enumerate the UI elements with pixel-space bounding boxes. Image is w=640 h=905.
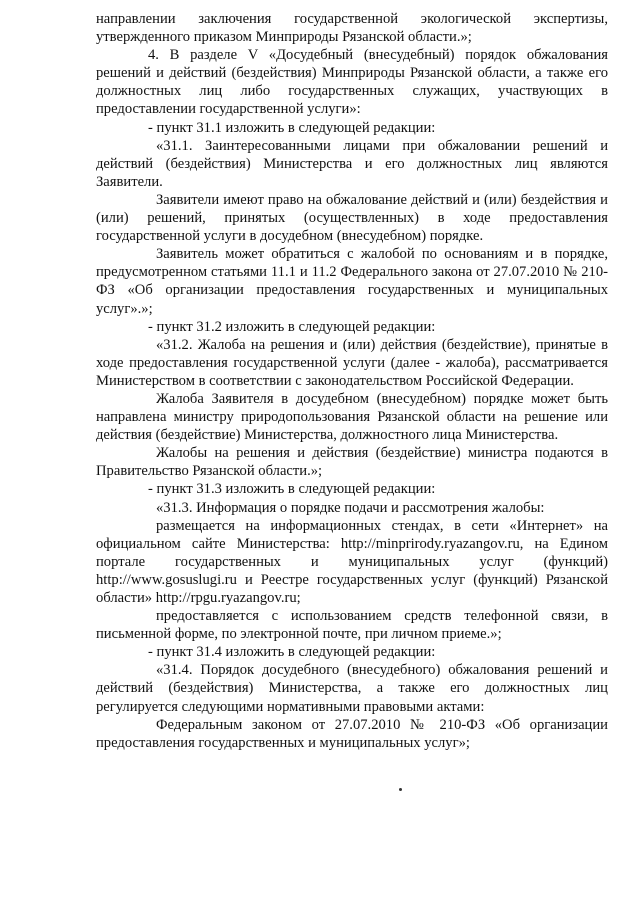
paragraph-3: - пункт 31.1 изложить в следующей редакции: [148, 119, 436, 136]
paragraph-9: Жалоба Заявителя в досудебном (внесудебном) порядке может быть направлена министру природопользования Рязанской области на решение или действия (бездействие) Министерства, должностного лица Министерства. [96, 390, 608, 444]
scan-speck [399, 788, 402, 791]
paragraph-8: «31.2. Жалоба на решения и (или) действия (бездействие), принятые в ходе предоставления государственной услуги (далее - жалоба), рассматривается Министерством в соответствии с законодательством Российской Федерации. [96, 336, 608, 389]
paragraph-15: - пункт 31.4 изложить в следующей редакции: [148, 644, 436, 661]
paragraph-11: - пункт 31.3 изложить в следующей редакции: [148, 481, 436, 498]
paragraph-5: Заявители имеют право на обжалование действий и (или) бездействия и (или) решений, принятых (осуществленных) в ходе предоставления государственной услуги в досудебном (внесудебном) порядке. [96, 191, 608, 245]
paragraph-13: размещается на информационных стендах, в сети «Интернет» на официальном сайте Министерства: http://minprirody.ryazangov.ru, на Едином портале государственных и муниципальных услуг (функций) http://www.gosuslugi.ru и Реестре государственных услуг (функций) Рязанской области» http://rpgu.ryazangov.ru; [96, 517, 608, 606]
paragraph-2: 4. В разделе V «Досудебный (внесудебный) порядок обжалования решений и действий (бездействия) Минприроды Рязанской области, а также его должностных лиц либо государственных служащих, участвующих в предоставлении государственной услуги»: [96, 47, 608, 118]
paragraph-14: предоставляется с использованием средств телефонной связи, в письменной форме, по электронной почте, при личном приеме.»; [96, 608, 608, 643]
paragraph-6: Заявитель может обратиться с жалобой по основаниям и в порядке, предусмотренном статьями 11.1 и 11.2 Федерального закона от 27.07.2010 № 210-ФЗ «Об организации предоставления государственных и муниципальных услуг».»; [96, 246, 608, 317]
paragraph-4: «31.1. Заинтересованными лицами при обжаловании решений и действий (бездействия) Министерства и его должностных лиц являются Заявители. [96, 137, 608, 190]
paragraph-16: «31.4. Порядок досудебного (внесудебного) обжалования решений и действий (бездействия) Министерства, а также его должностных лиц регулируется следующими нормативными правовыми актами: [96, 662, 608, 715]
paragraph-10: Жалобы на решения и действия (бездействие) министра подаются в Правительство Рязанской области.»; [96, 445, 608, 480]
paragraph-1: направлении заключения государственной экологической экспертизы, утвержденного приказом Минприроды Рязанской области.»; [96, 11, 608, 46]
document-body [96, 10, 608, 752]
paragraph-7: - пункт 31.2 изложить в следующей редакции: [148, 318, 436, 335]
paragraph-17: Федеральным законом от 27.07.2010 № 210-ФЗ «Об организации предоставления государственных и муниципальных услуг»; [96, 716, 608, 751]
paragraph-12: «31.3. Информация о порядке подачи и рассмотрения жалобы: [156, 499, 545, 516]
